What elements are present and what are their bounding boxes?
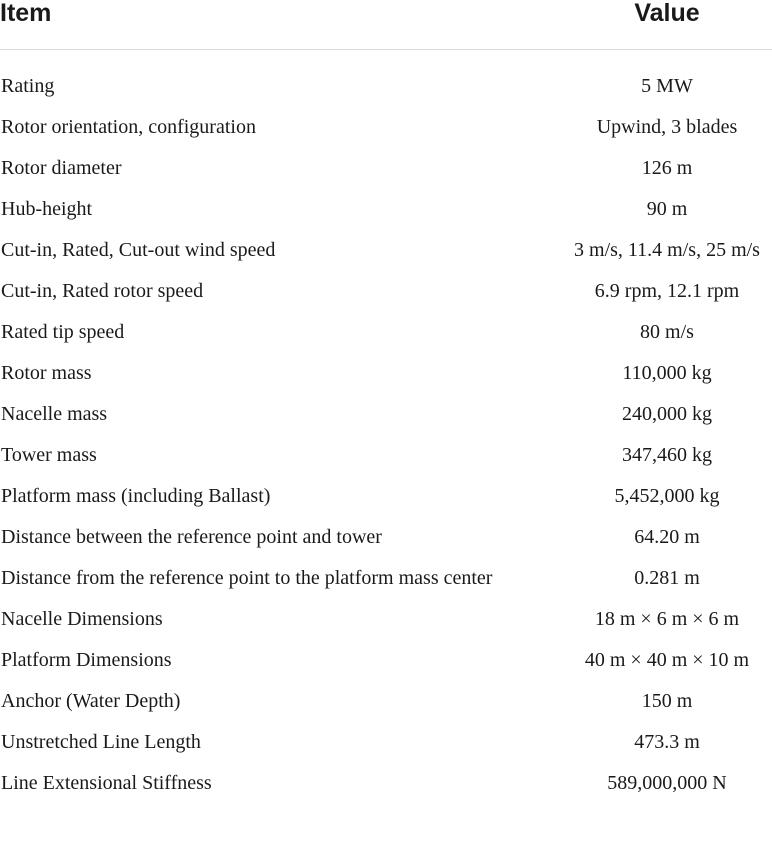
row-value: 18 m × 6 m × 6 m <box>594 608 740 630</box>
row-value: 240,000 kg <box>622 403 712 425</box>
table-row <box>0 767 772 808</box>
row-item: Distance from the reference point to the platform mass center <box>1 567 493 589</box>
row-value: Upwind, 3 blades <box>596 116 738 138</box>
row-item: Cut-in, Rated, Cut-out wind speed <box>1 239 276 261</box>
table-row <box>0 70 772 111</box>
table-row <box>0 644 772 685</box>
row-value: 110,000 kg <box>622 362 712 384</box>
table-row <box>0 480 772 521</box>
table-row <box>0 234 772 275</box>
table-row <box>0 603 772 644</box>
row-item: Hub-height <box>1 198 93 220</box>
row-value: 150 m <box>641 690 693 712</box>
row-value: 3 m/s, 11.4 m/s, 25 m/s <box>574 239 760 261</box>
row-value: 80 m/s <box>640 321 694 343</box>
row-item: Platform mass (including Ballast) <box>1 485 271 507</box>
row-item: Distance between the reference point and tower <box>1 526 382 548</box>
row-value: 347,460 kg <box>622 444 712 466</box>
table-body <box>0 50 772 808</box>
row-value: 589,000,000 N <box>607 772 727 794</box>
table-row <box>0 726 772 767</box>
table-row <box>0 111 772 152</box>
header-value: Value <box>634 0 700 27</box>
table-row <box>0 398 772 439</box>
row-item: Unstretched Line Length <box>1 731 201 753</box>
table-row <box>0 685 772 726</box>
table-header <box>0 0 772 50</box>
table-row <box>0 562 772 603</box>
row-item: Rotor mass <box>1 362 92 384</box>
table-row <box>0 152 772 193</box>
row-item: Cut-in, Rated rotor speed <box>1 280 204 302</box>
row-item: Anchor (Water Depth) <box>1 690 181 712</box>
row-value: 64.20 m <box>634 526 700 548</box>
row-item: Rated tip speed <box>1 321 125 343</box>
header-item: Item <box>0 0 52 27</box>
table-row <box>0 439 772 480</box>
row-item: Tower mass <box>1 444 97 466</box>
row-value: 473.3 m <box>634 731 700 753</box>
row-value: 0.281 m <box>634 567 700 589</box>
row-item: Platform Dimensions <box>1 649 172 671</box>
table-row <box>0 357 772 398</box>
row-value: 6.9 rpm, 12.1 rpm <box>594 280 740 302</box>
row-item: Line Extensional Stiffness <box>1 772 212 794</box>
table-row <box>0 193 772 234</box>
row-value: 5 MW <box>641 75 693 97</box>
row-item: Nacelle Dimensions <box>1 608 163 630</box>
row-value: 126 m <box>641 157 693 179</box>
row-value: 90 m <box>646 198 688 220</box>
table-row <box>0 521 772 562</box>
row-item: Rotor orientation, configuration <box>1 116 256 138</box>
table-row <box>0 316 772 357</box>
row-item: Rating <box>1 75 55 97</box>
table-row <box>0 275 772 316</box>
row-item: Nacelle mass <box>1 403 108 425</box>
row-item: Rotor diameter <box>1 157 122 179</box>
row-value: 5,452,000 kg <box>614 485 720 507</box>
row-value: 40 m × 40 m × 10 m <box>584 649 750 671</box>
